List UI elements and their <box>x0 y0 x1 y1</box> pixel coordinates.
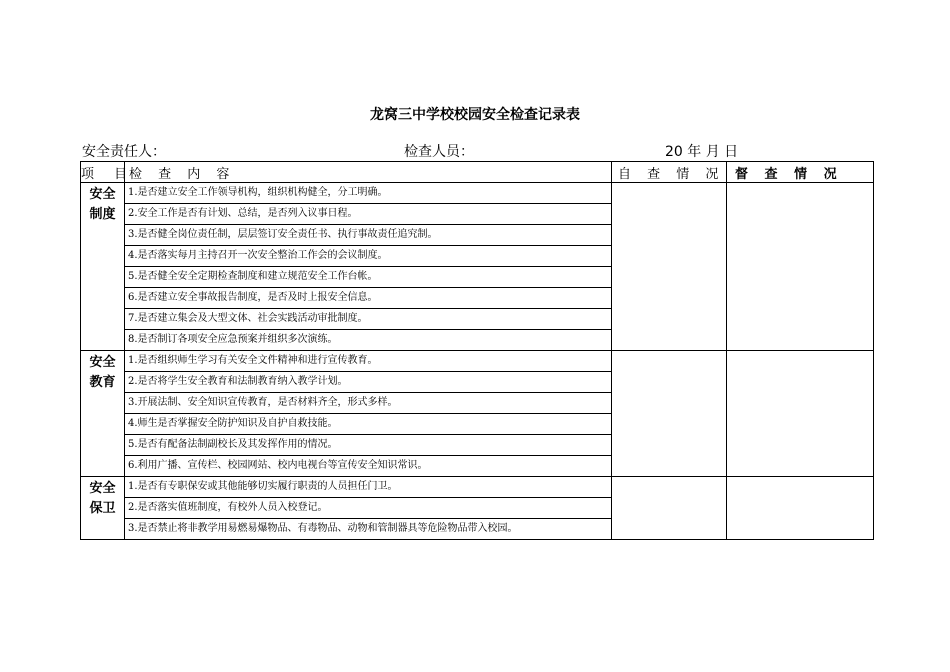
category-label: 安全 <box>89 481 116 496</box>
header-self-check: 自 查 情 况 <box>612 162 727 183</box>
supervision-cell[interactable] <box>727 183 874 351</box>
table-row <box>81 351 874 372</box>
table-row <box>81 477 874 498</box>
table-body <box>81 183 874 540</box>
category-label: 保卫 <box>89 501 116 516</box>
category-cell <box>81 183 125 351</box>
check-item: 3.是否禁止将非教学用易燃易爆物品、有毒物品、动物和管制器具等危险物品带入校园。 <box>125 519 612 540</box>
check-item: 3.是否健全岗位责任制，层层签订安全责任书、执行事故责任追究制。 <box>125 225 612 246</box>
check-item: 7.是否建立集会及大型文体、社会实践活动审批制度。 <box>125 309 612 330</box>
check-item: 6.是否建立安全事故报告制度，是否及时上报安全信息。 <box>125 288 612 309</box>
date-label: 20 年 月 日 <box>665 144 739 160</box>
self-check-cell[interactable] <box>612 351 727 477</box>
self-check-cell[interactable] <box>612 183 727 351</box>
check-item: 5.是否健全安全定期检查制度和建立规范安全工作台帐。 <box>125 267 612 288</box>
check-item: 1.是否建立安全工作领导机构，组织机构健全，分工明确。 <box>125 183 612 204</box>
check-item: 1.是否组织师生学习有关安全文件精神和进行宣传教育。 <box>125 351 612 372</box>
supervision-cell[interactable] <box>727 351 874 477</box>
category-label: 教育 <box>89 375 116 390</box>
check-item: 4.师生是否掌握安全防护知识及自护自救技能。 <box>125 414 612 435</box>
check-item: 8.是否制订各项安全应急预案并组织多次演练。 <box>125 330 612 351</box>
document-title: 龙窝三中学校校园安全检查记录表 <box>370 107 580 123</box>
inspection-table <box>80 161 874 540</box>
inspector-label: 检查人员： <box>404 144 474 160</box>
header-item: 项 目 <box>81 162 125 183</box>
check-item: 2.是否落实值班制度，有校外人员入校登记。 <box>125 498 612 519</box>
table-header-row <box>81 162 874 183</box>
header-content: 检 查 内 容 <box>125 162 612 183</box>
check-item: 6.利用广播、宣传栏、校园网站、校内电视台等宣传安全知识常识。 <box>125 456 612 477</box>
category-label: 安全 <box>89 355 116 370</box>
check-item: 2.安全工作是否有计划、总结，是否列入议事日程。 <box>125 204 612 225</box>
category-cell <box>81 351 125 477</box>
responsible-person-label: 安全责任人： <box>82 144 166 160</box>
table-row <box>81 183 874 204</box>
check-item: 2.是否将学生安全教育和法制教育纳入教学计划。 <box>125 372 612 393</box>
category-cell <box>81 477 125 540</box>
category-label: 安全 <box>89 187 116 202</box>
check-item: 4.是否落实每月主持召开一次安全整治工作会的会议制度。 <box>125 246 612 267</box>
self-check-cell[interactable] <box>612 477 727 540</box>
check-item: 3.开展法制、安全知识宣传教育，是否材料齐全，形式多样。 <box>125 393 612 414</box>
check-item: 1.是否有专职保安或其他能够切实履行职责的人员担任门卫。 <box>125 477 612 498</box>
check-item: 5.是否有配备法制副校长及其发挥作用的情况。 <box>125 435 612 456</box>
supervision-cell[interactable] <box>727 477 874 540</box>
header-supervision: 督 查 情 况 <box>727 162 874 183</box>
category-label: 制度 <box>89 207 116 222</box>
